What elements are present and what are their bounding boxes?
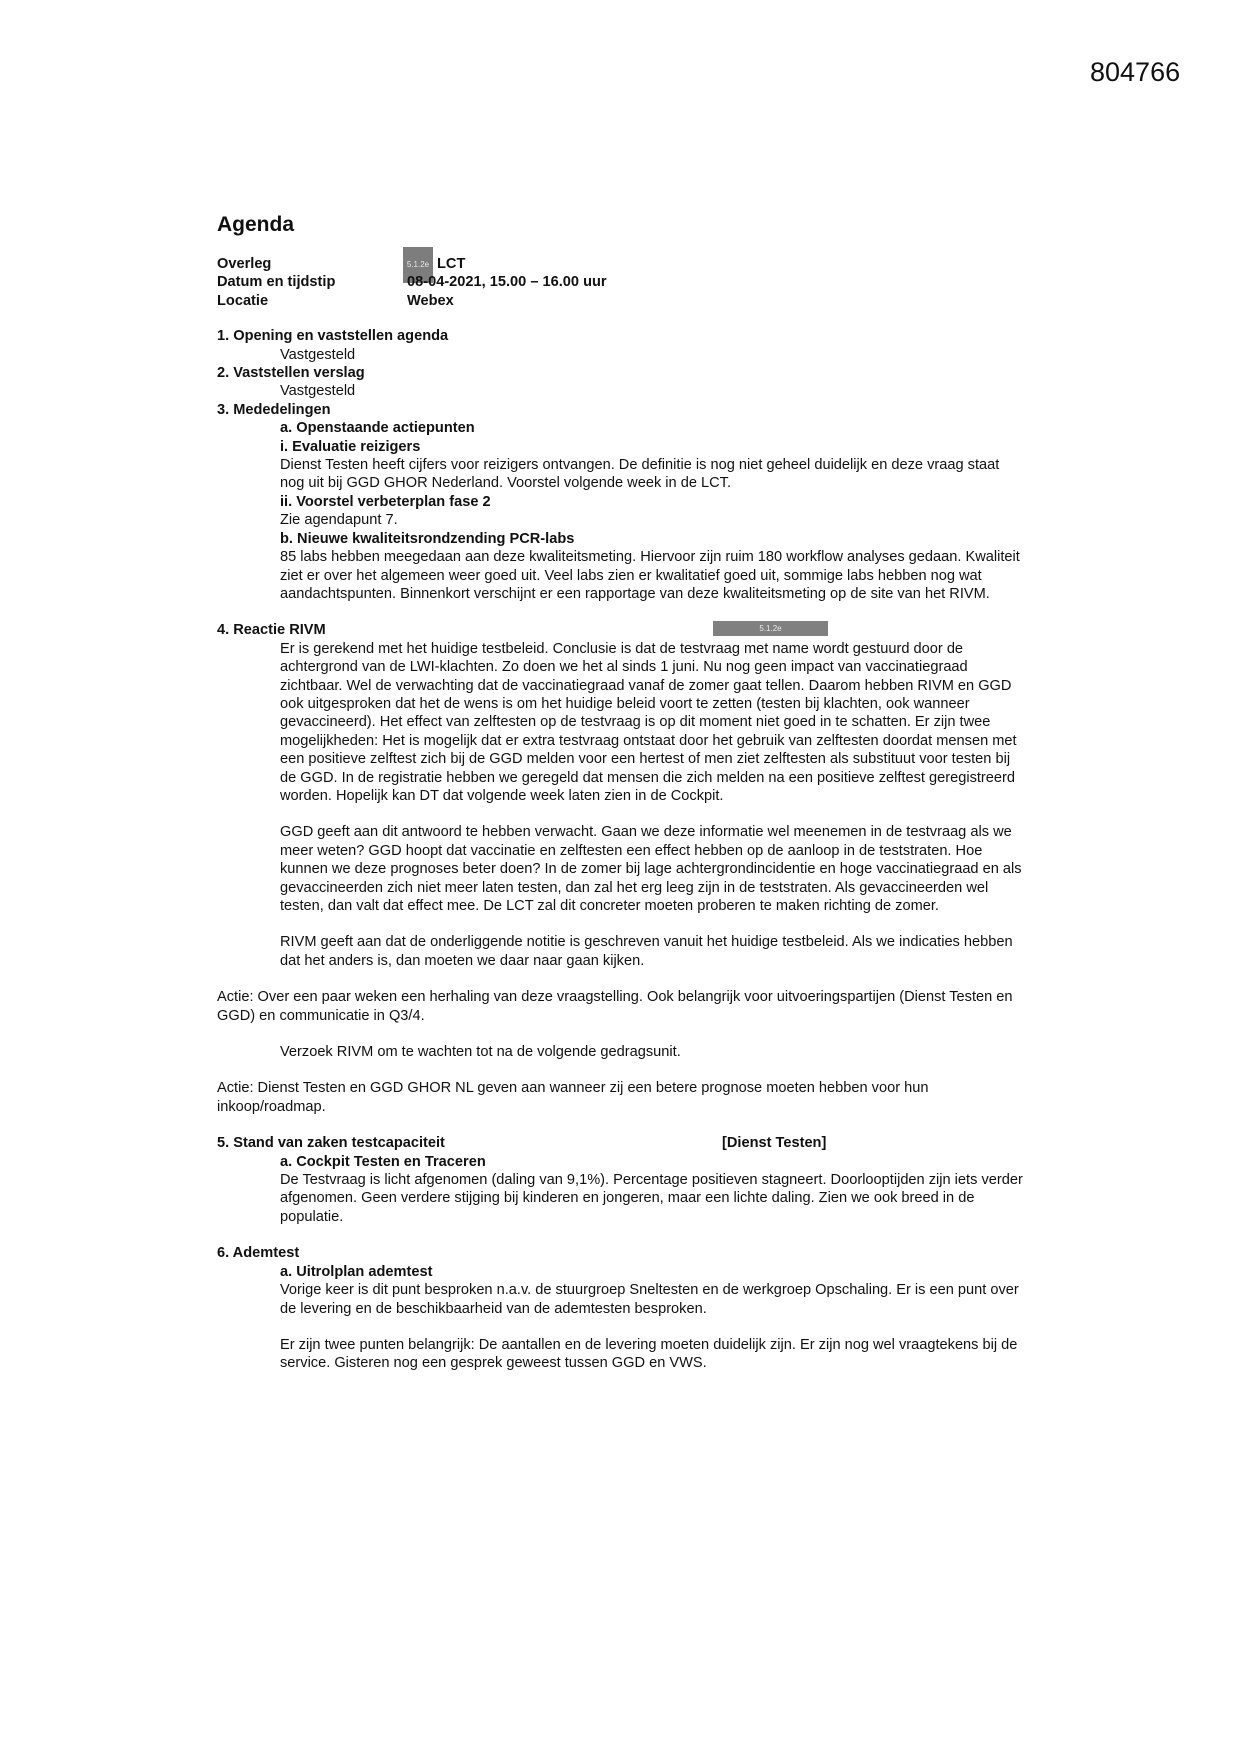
request-rivm: Verzoek RIVM om te wachten tot na de volgende gedragsunit.: [280, 1044, 681, 1061]
section-3aii-text: Zie agendapunt 7.: [280, 512, 398, 529]
section-3b-heading: b. Nieuwe kwaliteitsrondzending PCR-labs: [280, 530, 575, 547]
section-3aii-heading: ii. Voorstel verbeterplan fase 2: [280, 493, 491, 510]
section-4-paragraph-3: RIVM geeft aan dat de onderliggende notitie is geschreven vanuit het huidige testbeleid. Als we indicaties hebben dat het anders is, dan moeten we daar naar gaan kijken.: [280, 934, 1013, 969]
action-2: Actie: Dienst Testen en GGD GHOR NL geven aan wanneer zij een betere prognose moeten hebben voor hun inkoop/roadmap.: [217, 1080, 929, 1115]
section-1-text: Vastgesteld: [280, 346, 356, 363]
section-2-text: Vastgesteld: [280, 383, 356, 400]
meta-label-datum: Datum en tijdstip: [217, 274, 336, 291]
meeting-meta: [217, 255, 1027, 310]
agenda-page: [217, 212, 1027, 1373]
section-3ai-text: Dienst Testen heeft cijfers voor reizigers ontvangen. De definitie is nog niet geheel duidelijk en deze vraag staat nog uit bij GGD GHOR Nederland. Voorstel volgende week in de LCT.: [280, 457, 1000, 492]
meta-row-overleg: [217, 255, 1027, 273]
meta-value-datum: 08-04-2021, 15.00 – 16.00 uur: [407, 274, 607, 291]
section-3a-heading: a. Openstaande actiepunten: [280, 420, 475, 437]
section-5a-heading: a. Cockpit Testen en Traceren: [280, 1153, 486, 1170]
action-1: Actie: Over een paar weken een herhaling van deze vraagstelling. Ook belangrijk voor uitvoeringspartijen (Dienst Testen en GGD) en communicatie in Q3/4.: [217, 989, 1013, 1024]
redaction-bar: 5.1.2e: [713, 621, 828, 636]
redaction-box: 5.1.2e: [403, 247, 433, 283]
section-6a-paragraph-1: Vorige keer is dit punt besproken n.a.v. de stuurgroep Sneltesten en de werkgroep Opschaling. Er is een punt over de levering en de beschikbaarheid van de ademtesten besproken.: [280, 1282, 1019, 1317]
section-5-heading: 5. Stand van zaken testcapaciteit: [217, 1135, 445, 1152]
section-2-heading: 2. Vaststellen verslag: [217, 365, 365, 382]
meta-value-locatie: Webex: [407, 292, 454, 309]
meta-row-locatie: [217, 292, 1027, 310]
section-6-heading: 6. Ademtest: [217, 1245, 300, 1262]
meta-label-locatie: Locatie: [217, 292, 269, 309]
meta-row-datum: [217, 273, 1027, 291]
section-5-owner: [Dienst Testen]: [722, 1135, 827, 1152]
document-number: 804766: [1090, 57, 1181, 87]
section-3-heading: 3. Mededelingen: [217, 401, 331, 418]
section-6a-heading: a. Uitrolplan ademtest: [280, 1263, 433, 1280]
section-3b-text: 85 labs hebben meegedaan aan deze kwaliteitsmeting. Hiervoor zijn ruim 180 workflow analyses gedaan. Kwaliteit ziet er over het algemeen weer goed uit. Veel labs zien er kwalitatief goed uit, sommige labs hebben nog wat aandachtspunten. Binnenkort verschijnt er een rapportage van deze kwaliteitsmeting op de site van het RIVM.: [280, 549, 1020, 602]
section-4-heading: 4. Reactie RIVM: [217, 622, 326, 639]
section-1-heading: 1. Opening en vaststellen agenda: [217, 328, 449, 345]
meta-label-overleg: Overleg: [217, 256, 272, 272]
meta-value-overleg: LCT: [437, 256, 466, 272]
section-4-paragraph-2: GGD geeft aan dit antwoord te hebben verwacht. Gaan we deze informatie wel meenemen in de testvraag als we meer weten? GGD hoopt dat vaccinatie en zelftesten een effect hebben op de aanloop in de teststraten. Hoe kunnen we deze prognoses beter doen? In de zomer bij lage achtergrondincidentie en hoge vaccinatiegraad en als gevaccineerden zich niet meer laten testen, dan zal het erg leeg zijn in de teststraten. Als gevaccineerden wel testen, dan valt dat effect mee. De LCT zal dit concreter moeten proberen te maken richting de zomer.: [280, 824, 1022, 914]
section-6a-paragraph-2: Er zijn twee punten belangrijk: De aantallen en de levering moeten duidelijk zijn. Er zijn nog wel vraagtekens bij de service. Gisteren nog een gesprek geweest tussen GGD en VWS.: [280, 1336, 1018, 1372]
section-4-paragraph-1: Er is gerekend met het huidige testbeleid. Conclusie is dat de testvraag met name wordt gestuurd door de achtergrond van de LWI-klachten. Zo doen we het al sinds 1 juni. Nu nog geen impact van vaccinatiegraad zichtbaar. Wel de verwachting dat de vaccinatiegraad vanaf de zomer gaat tellen. Daarom hebben RIVM en GGD ook uitgesproken dat het de wens is om het huidige beleid voort te zetten (testen bij klachten, ook wanneer gevaccineerd). Het effect van zelftesten op de testvraag is op dit moment niet goed in te schatten. Er zijn twee mogelijkheden: Het is mogelijk dat er extra testvraag ontstaat door het gebruik van zelftesten doordat mensen met een positieve zelftest zich bij de GGD melden voor een hertest of men ziet zelftesten als substituut voor testen bij de GGD. In de registratie hebben we geregeld dat mensen die zich melden na een positieve zelftest geregistreerd worden. Hopelijk kan DT dat volgende week laten zien in de Cockpit.: [280, 640, 1017, 804]
page-title: Agenda: [217, 213, 295, 236]
section-3ai-heading: i. Evaluatie reizigers: [280, 438, 421, 455]
section-5a-text: De Testvraag is licht afgenomen (daling van 9,1%). Percentage positieven stagneert. Doorlooptijden zijn iets verder afgenomen. Geen verdere stijging bij kinderen en jongeren, maar een lichte daling. Zien we ook breed in de populatie.: [280, 1172, 1023, 1225]
